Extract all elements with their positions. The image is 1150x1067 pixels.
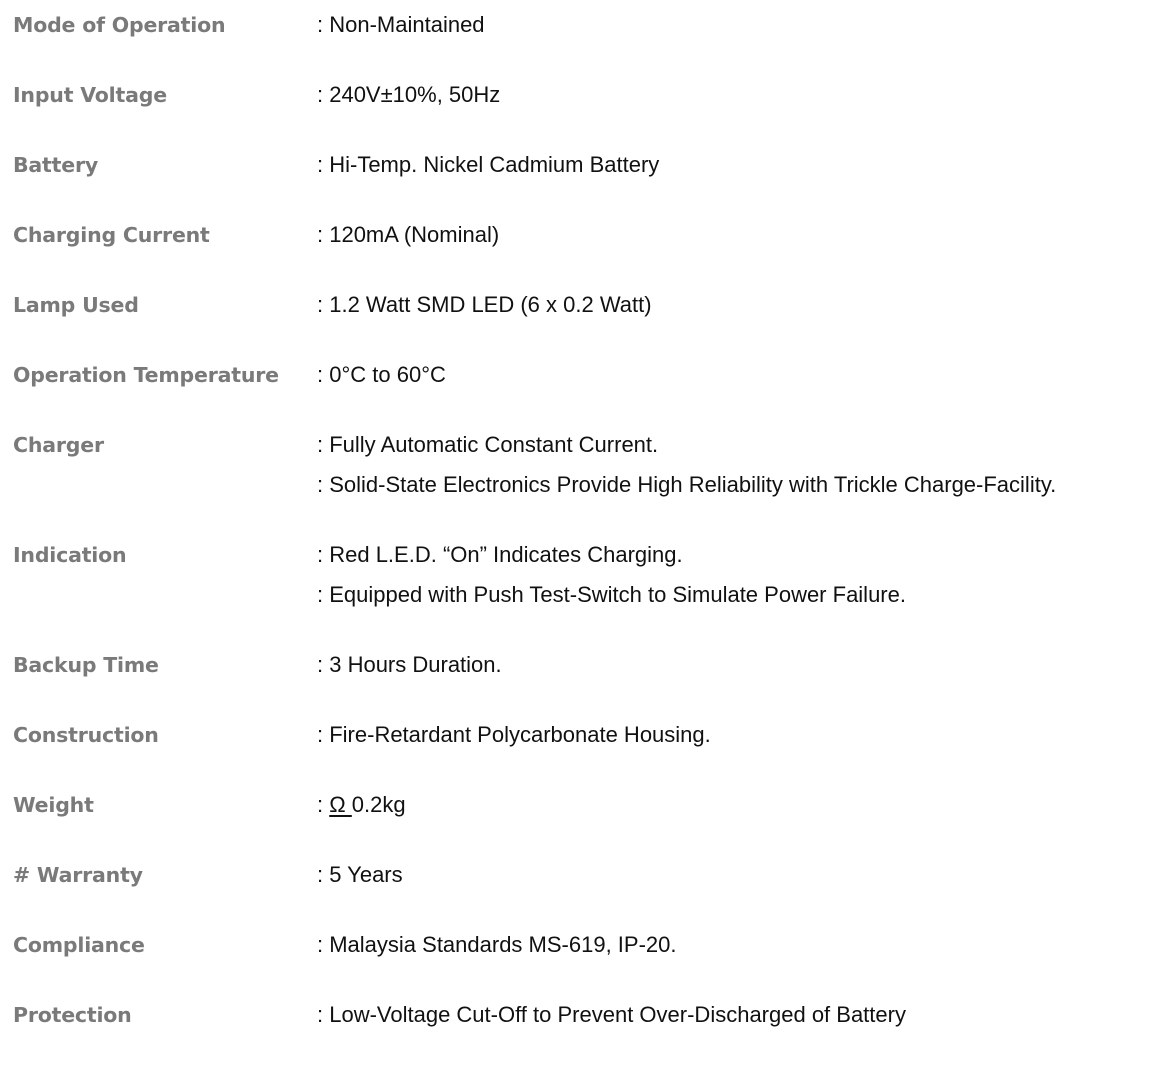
spec-row-lamp-used xyxy=(13,287,1143,357)
spec-value-weight xyxy=(317,787,1143,827)
spec-value: : Non-Maintained xyxy=(317,12,485,37)
spec-value: : Fire-Retardant Polycarbonate Housing. xyxy=(317,722,711,747)
spec-values xyxy=(317,537,1143,617)
spec-value: : Equipped with Push Test-Switch to Simulate Power Failure. xyxy=(317,582,906,607)
spec-values xyxy=(317,717,1143,757)
spec-value: : 120mA (Nominal) xyxy=(317,222,500,247)
spec-row-mode-of-operation xyxy=(13,7,1143,77)
spec-label: Protection xyxy=(13,1003,132,1027)
spec-value: : Malaysia Standards MS-619, IP-20. xyxy=(317,932,677,957)
spec-label: Indication xyxy=(13,543,127,567)
spec-values xyxy=(317,217,1143,257)
spec-label: Input Voltage xyxy=(13,83,167,107)
spec-value: : 3 Hours Duration. xyxy=(317,652,502,677)
weight-symbol: Ω xyxy=(329,792,352,817)
spec-value: : Red L.E.D. “On” Indicates Charging. xyxy=(317,542,683,567)
spec-value: : 240V±10%, 50Hz xyxy=(317,82,501,107)
spec-label: Compliance xyxy=(13,933,145,957)
spec-values xyxy=(317,927,1143,967)
spec-row-compliance xyxy=(13,927,1143,997)
spec-label: Operation Temperature xyxy=(13,363,279,387)
spec-row-backup-time xyxy=(13,647,1143,717)
spec-table xyxy=(13,7,1143,1067)
spec-values xyxy=(317,7,1143,47)
spec-values xyxy=(317,857,1143,897)
spec-label: # Warranty xyxy=(13,863,143,887)
spec-values xyxy=(317,647,1143,687)
spec-row-construction xyxy=(13,717,1143,787)
spec-value: : 1.2 Watt SMD LED (6 x 0.2 Watt) xyxy=(317,292,652,317)
weight-value: 0.2kg xyxy=(351,792,406,817)
spec-row-input-voltage xyxy=(13,77,1143,147)
spec-value-prefix: : xyxy=(317,792,330,817)
spec-value: : Fully Automatic Constant Current. xyxy=(317,432,659,457)
spec-row-operation-temperature xyxy=(13,357,1143,427)
spec-label: Charging Current xyxy=(13,223,210,247)
spec-value: : 5 Years xyxy=(317,862,403,887)
spec-label: Backup Time xyxy=(13,653,159,677)
spec-values xyxy=(317,427,1143,507)
spec-values xyxy=(317,787,1143,827)
spec-value: : Solid-State Electronics Provide High Reliability with Trickle Charge-Facility. xyxy=(317,472,1057,497)
spec-label: Weight xyxy=(13,793,94,817)
spec-row-weight xyxy=(13,787,1143,857)
spec-label: Battery xyxy=(13,153,99,177)
spec-value: : Hi-Temp. Nickel Cadmium Battery xyxy=(317,152,660,177)
spec-row-battery xyxy=(13,147,1143,217)
spec-values xyxy=(317,357,1143,397)
spec-value: : Low-Voltage Cut-Off to Prevent Over-Discharged of Battery xyxy=(317,1002,906,1027)
spec-row-charger xyxy=(13,427,1143,537)
spec-row-charging-current xyxy=(13,217,1143,287)
spec-values xyxy=(317,147,1143,187)
spec-value: : 0°C to 60°C xyxy=(317,362,446,387)
spec-values xyxy=(317,287,1143,327)
spec-label: Charger xyxy=(13,433,104,457)
spec-values xyxy=(317,77,1143,117)
spec-values xyxy=(317,997,1143,1037)
spec-row-indication xyxy=(13,537,1143,647)
spec-row-warranty xyxy=(13,857,1143,927)
spec-label: Construction xyxy=(13,723,159,747)
spec-label: Mode of Operation xyxy=(13,13,226,37)
spec-row-protection xyxy=(13,997,1143,1067)
spec-label: Lamp Used xyxy=(13,293,139,317)
